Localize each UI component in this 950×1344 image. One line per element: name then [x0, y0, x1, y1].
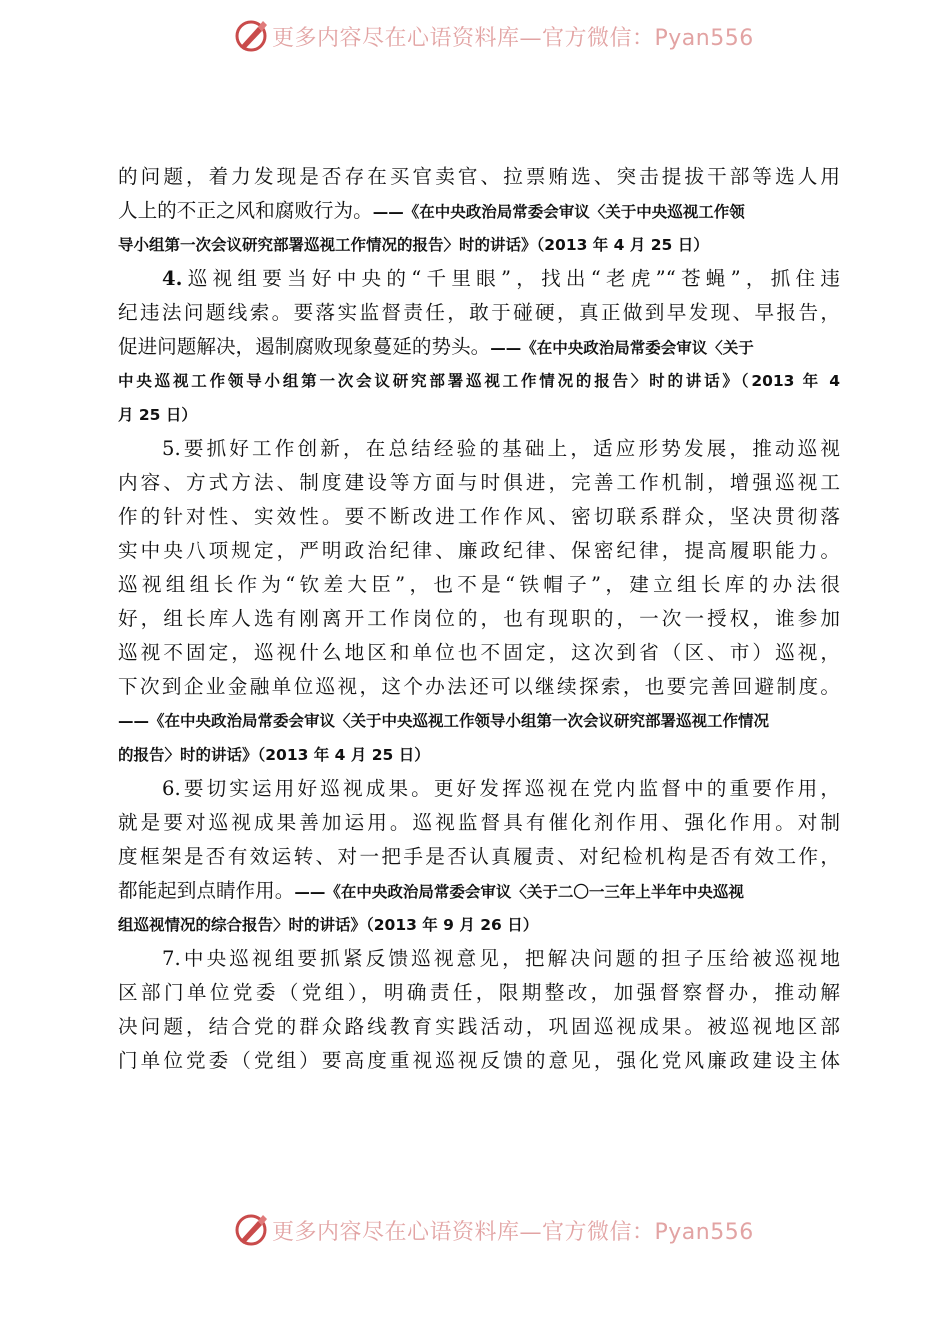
source-citation-line — [118, 704, 840, 738]
source-citation-line — [118, 228, 840, 262]
text-line — [118, 296, 840, 330]
body-text: 决问题，结合党的群众路线教育实践活动，巩固巡视成果。被巡视地区部 — [118, 1015, 840, 1038]
pen-logo-icon — [232, 17, 270, 55]
text-line — [118, 466, 840, 500]
source-citation-line — [118, 398, 840, 432]
text-line — [118, 568, 840, 602]
footer-banner — [232, 1210, 754, 1250]
body-text: 人上的不正之风和腐败行为。 — [118, 199, 373, 222]
source-citation-line — [118, 364, 840, 398]
body-text: 巡视不固定，巡视什么地区和单位也不固定，这次到省（区、市）巡视， — [118, 641, 840, 664]
body-text: 作的针对性、实效性。要不断改进工作作风、密切联系群众，坚决贯彻落 — [118, 505, 840, 528]
text-line — [118, 432, 840, 466]
text-line — [118, 806, 840, 840]
citation-text: 组巡视情况的综合报告〉时的讲话》（2013 年 9 月 26 日） — [118, 916, 539, 934]
body-text: 好，组长库人选有刚离开工作岗位的，也有现职的，一次一授权，谁参加 — [118, 607, 840, 630]
body-text: 中央巡视组要抓紧反馈巡视意见，把解决问题的担子压给被巡视地 — [180, 947, 840, 970]
body-text: 度框架是否有效运转、对一把手是否认真履责、对纪检机构是否有效工作， — [118, 845, 840, 868]
body-text: 下次到企业金融单位巡视，这个办法还可以继续探索，也要完善回避制度。 — [118, 675, 840, 698]
text-line — [118, 160, 840, 194]
body-text: 内容、方式方法、制度建设等方面与时俱进，完善工作机制，增强巡视工 — [118, 471, 840, 494]
text-line — [118, 1010, 840, 1044]
body-text: 区部门单位党委（党组），明确责任，限期整改，加强督察督办，推动解 — [118, 981, 840, 1004]
banner-text: 更多内容尽在心语资料库—官方微信：Pyan556 — [272, 1219, 754, 1245]
text-line — [118, 330, 840, 364]
body-text: 的问题，着力发现是否存在买官卖官、拉票贿选、突击提拔干部等选人用 — [118, 165, 840, 188]
text-line — [118, 1044, 840, 1078]
citation-text: ——《在中央政治局常委会审议〈关于中央巡视工作领导小组第一次会议研究部署巡视工作情况 — [118, 712, 770, 730]
text-line — [118, 636, 840, 670]
banner-text: 更多内容尽在心语资料库—官方微信：Pyan556 — [272, 25, 754, 51]
body-text: 都能起到点睛作用。 — [118, 879, 295, 902]
text-line — [118, 262, 840, 296]
body-text: 要抓好工作创新，在总结经验的基础上，适应形势发展，推动巡视 — [180, 437, 840, 460]
text-line — [118, 194, 840, 228]
text-line — [118, 602, 840, 636]
item-number: 7. — [162, 947, 181, 970]
body-text: 门单位党委（党组）要高度重视巡视反馈的意见，强化党风廉政建设主体 — [118, 1049, 840, 1072]
text-line — [118, 534, 840, 568]
item-number: 4. — [162, 267, 183, 290]
body-text: 要切实运用好巡视成果。更好发挥巡视在党内监督中的重要作用， — [180, 777, 840, 800]
pen-logo-icon — [232, 1211, 270, 1249]
citation-text: ——《在中央政治局常委会审议〈关于 — [490, 339, 754, 357]
source-citation-line — [118, 908, 840, 942]
document-body — [118, 160, 840, 1078]
text-line — [118, 874, 840, 908]
citation-text: 导小组第一次会议研究部署巡视工作情况的报告〉时的讲话》（2013 年 4 月 25 日） — [118, 236, 709, 254]
citation-text: ——《在中央政治局常委会审议〈关于二〇一三年上半年中央巡视 — [294, 883, 744, 901]
body-text: 促进问题解决，遏制腐败现象蔓延的势头。 — [118, 335, 491, 358]
citation-text: ——《在中央政治局常委会审议〈关于中央巡视工作领 — [372, 203, 745, 221]
body-text: 纪违法问题线索。要落实监督责任，敢于碰硬，真正做到早发现、早报告， — [118, 301, 840, 324]
text-line — [118, 976, 840, 1010]
body-text: 就是要对巡视成果善加运用。巡视监督具有催化剂作用、强化作用。对制 — [118, 811, 840, 834]
text-line — [118, 772, 840, 806]
item-number: 6. — [162, 777, 181, 800]
text-line — [118, 500, 840, 534]
text-line — [118, 942, 840, 976]
citation-text: 月 25 日） — [118, 406, 197, 424]
body-text: 实中央八项规定，严明政治纪律、廉政纪律、保密纪律，提高履职能力。 — [118, 539, 840, 562]
body-text: 巡视组要当好中央的“千里眼”，找出“老虎”“苍蝇”，抓住违 — [182, 267, 840, 290]
body-text: 巡视组组长作为“钦差大臣”，也不是“铁帽子”，建立组长库的办法很 — [118, 573, 840, 596]
text-line — [118, 840, 840, 874]
citation-text: 的报告〉时的讲话》（2013 年 4 月 25 日） — [118, 746, 430, 764]
item-number: 5. — [162, 437, 181, 460]
header-banner — [232, 16, 754, 56]
text-line — [118, 670, 840, 704]
source-citation-line — [118, 738, 840, 772]
citation-text: 中央巡视工作领导小组第一次会议研究部署巡视工作情况的报告〉时的讲话》（2013 年 4 — [118, 372, 840, 390]
